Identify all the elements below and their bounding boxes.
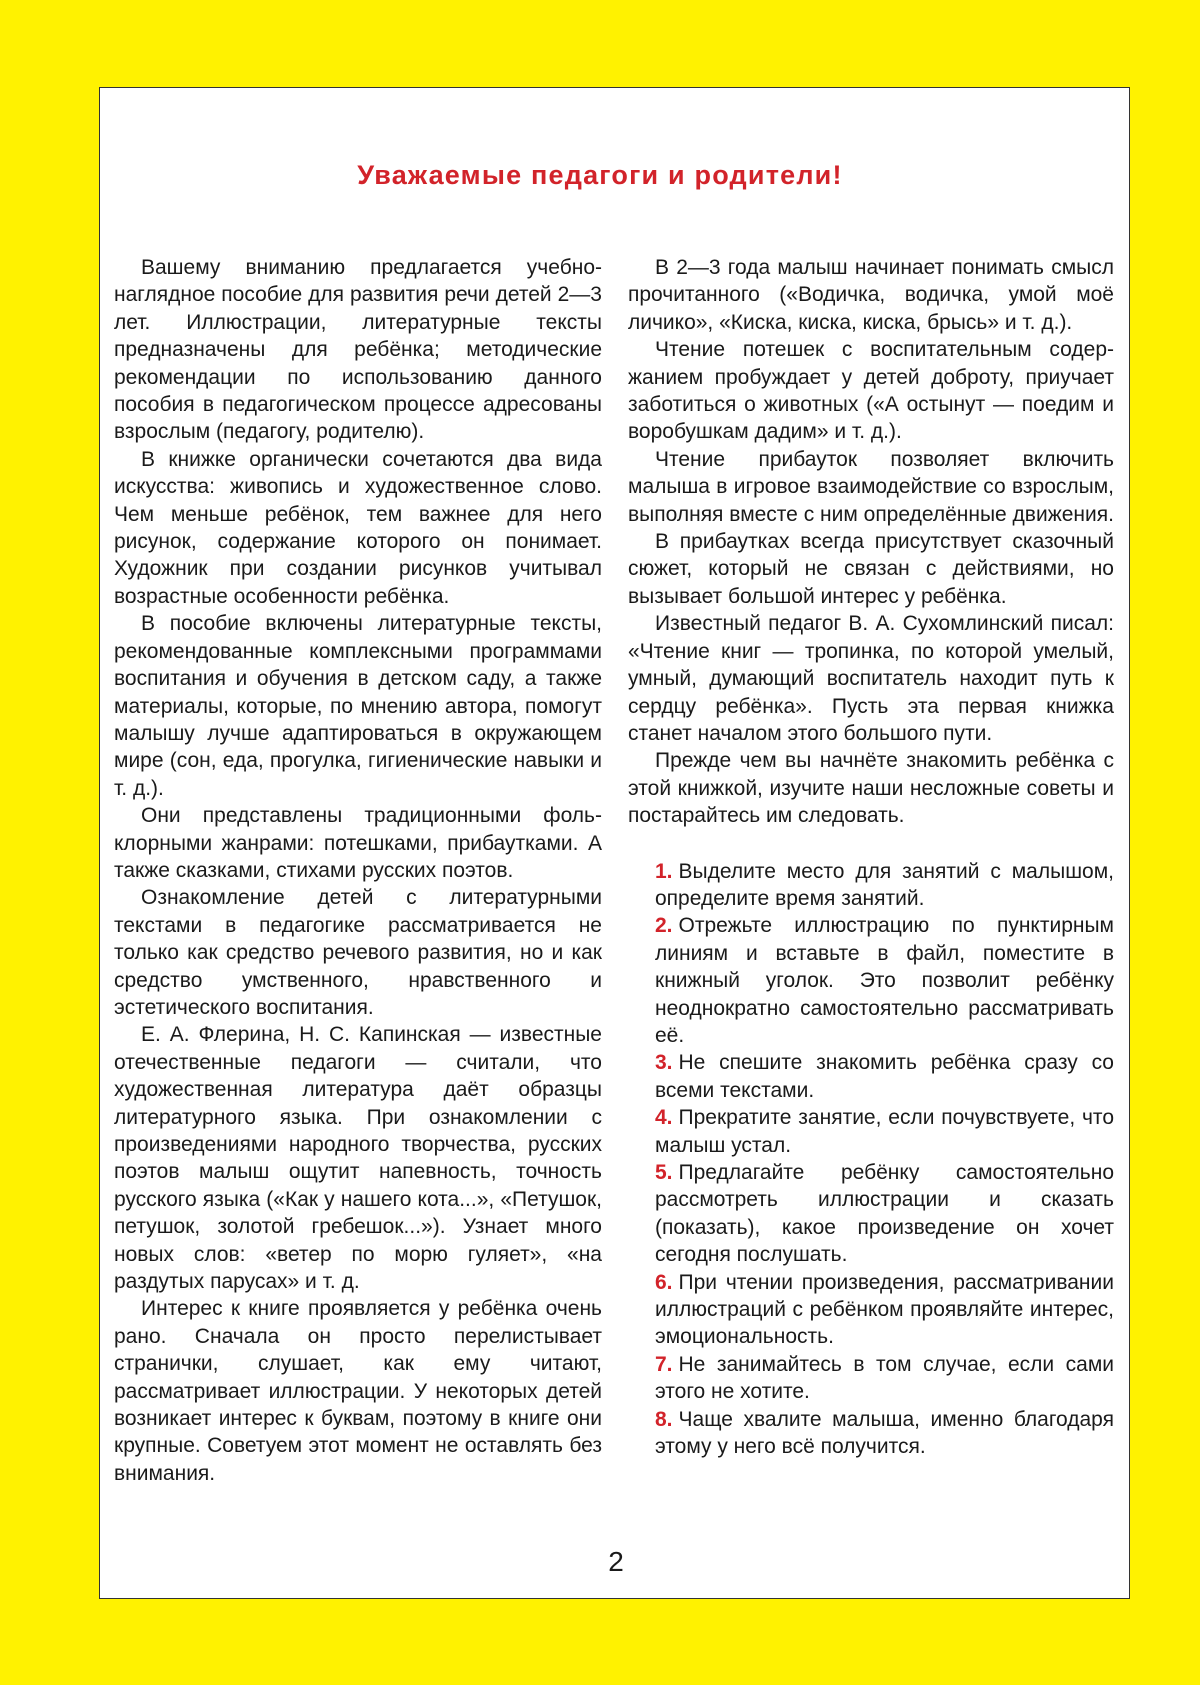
tip-item: [655, 1159, 1114, 1269]
tip-text: Не спешите знакомить ребёнка сразу со всеми текстами.: [655, 1051, 1114, 1102]
tip-number: 5.: [655, 1161, 673, 1184]
tip-number: 8.: [655, 1407, 673, 1431]
paragraph: В пособие включены литературные тексты, рекомендованные комплексными программами воспитания и обучения в детском саду, а также материалы, которые, по мнению автора, помогут малышу лучше адаптироваться в окружающем мире (сон, еда, прогулка, гигиенические навыки и т. д.).: [114, 612, 602, 800]
tip-text: Чаще хвалите малыша, именно благодаря этому у него всё получится.: [655, 1407, 1114, 1459]
page-number: 2: [608, 1546, 624, 1577]
tip-text: Не занимайтесь в том случае, если сами этого не хотите.: [655, 1352, 1114, 1404]
tip-item: [655, 1406, 1114, 1461]
paragraph: Чтение прибауток позволяет включить малыша в игровое взаимодействие со взрослым, выполняя вместе с ним определённые движения.: [628, 447, 1114, 526]
tip-number: 6.: [655, 1270, 673, 1294]
paragraph: Чтение потешек с воспитательным содержанием пробуждает у детей доброту, приучает заботиться о животных («А остынут — поедим и воробушкам дадим» и т. д.).: [628, 338, 1114, 444]
tip-text: Выделите место для занятий с малышом, определите время занятий.: [655, 859, 1114, 910]
tip-item: [655, 912, 1114, 1049]
paragraph: Прежде чем вы начнёте знакомить ребёнка с этой книжкой, изучите наши несложные советы и постарайтесь им следовать.: [628, 749, 1114, 828]
paragraph: Известный педагог В. А. Сухомлинский писал: «Чтение книг — тропинка, по которой умелый, умный, думающий воспитатель находит путь к сердцу ребёнка». Пусть эта первая книжка станет началом этого большого пути.: [628, 612, 1114, 745]
tip-item: [655, 1351, 1114, 1406]
tip-number: 4.: [655, 1106, 673, 1130]
paragraph: В 2—3 года малыш начинает понимать смысл прочитанного («Водичка, водичка, умой моё личико», «Киска, киска, киска, брысь» и т. д.).: [628, 256, 1114, 334]
paragraph: Ознакомление детей с литературными текстами в педагогике рассматривается не только как средство речевого развития, но и как средство умственного, нравственного и эстетического воспитания.: [114, 886, 602, 1019]
page-title: Уважаемые педагоги и родители!: [357, 160, 843, 190]
tip-number: 3.: [655, 1051, 673, 1075]
tip-item: [655, 858, 1114, 913]
tip-item: [655, 1269, 1114, 1351]
paragraph: Интерес к книге проявляется у ребёнка очень рано. Сначала он просто перелистывает странички, слушает, как ему читают, рассматривает иллюстрации. У некоторых детей возникает интерес к буквам, поэтому в книге они крупные. Советуем этот момент не оставлять без внимания.: [114, 1297, 602, 1485]
tip-number: 2.: [655, 914, 673, 938]
tip-item: [655, 1049, 1114, 1104]
tip-text: Отрежьте иллюстрацию по пунктирным линиям и вставьте в файл, поместите в книжный уголок. Это позволит ребёнку неоднократно самостоятельно рассматривать её.: [655, 914, 1114, 1047]
tips-list: [655, 858, 1114, 1461]
tip-number: 7.: [655, 1352, 673, 1376]
paragraph: Е. А. Флерина, Н. С. Капинская — известные отечественные педагоги — считали, что художественная литература даёт образцы литературного языка. При ознакомлении с произведениями народного творчества, русских поэтов малыш ощутит напевность, точность русского языка («Как у нашего кота...», «Петушок, петушок, золотой гребешок...»). Узнает много новых слов: «ветер по морю гуляет», «на раздутых парусах» и т. д.: [114, 1023, 602, 1294]
left-column: [114, 254, 602, 1487]
paragraph: Они представлены традиционными фольклорными жанрами: потешками, прибаутками. А также сказками, стихами русских поэтов.: [114, 804, 602, 882]
tip-number: 1.: [655, 859, 673, 883]
paragraph: В прибаутках всегда присутствует сказочный сюжет, который не связан с действиями, но вызывает большой интерес у ребёнка.: [628, 530, 1114, 608]
paragraph: Вашему вниманию предлагается учебно-наглядное пособие для развития речи детей 2—3 лет. Иллюстрации, литературные тексты предназначены для ребёнка; методические рекомендации по использованию данного пособия в педагогическом процессе адресованы взрослым (педагогу, родителю).: [114, 256, 602, 444]
right-column: [628, 254, 1114, 1460]
tip-text: При чтении произведения, рассматривании иллюстраций с ребёнком проявляйте интерес, эмоциональность.: [655, 1270, 1114, 1349]
tip-text: Прекратите занятие, если почувствуете, что малыш устал.: [655, 1106, 1114, 1157]
paragraph: В книжке органически сочетаются два вида искусства: живопись и художественное слово. Чем меньше ребёнок, тем важнее для него рисунок, содержание которого он понимает. Художник при создании рисунков учитывал возрастные особенности ребёнка.: [114, 447, 602, 608]
tip-item: [655, 1104, 1114, 1159]
tip-text: Предлагайте ребёнку самостоятельно рассмотреть иллюстрации и сказать (показать), какое произведение он хочет сегодня послушать.: [655, 1161, 1114, 1267]
